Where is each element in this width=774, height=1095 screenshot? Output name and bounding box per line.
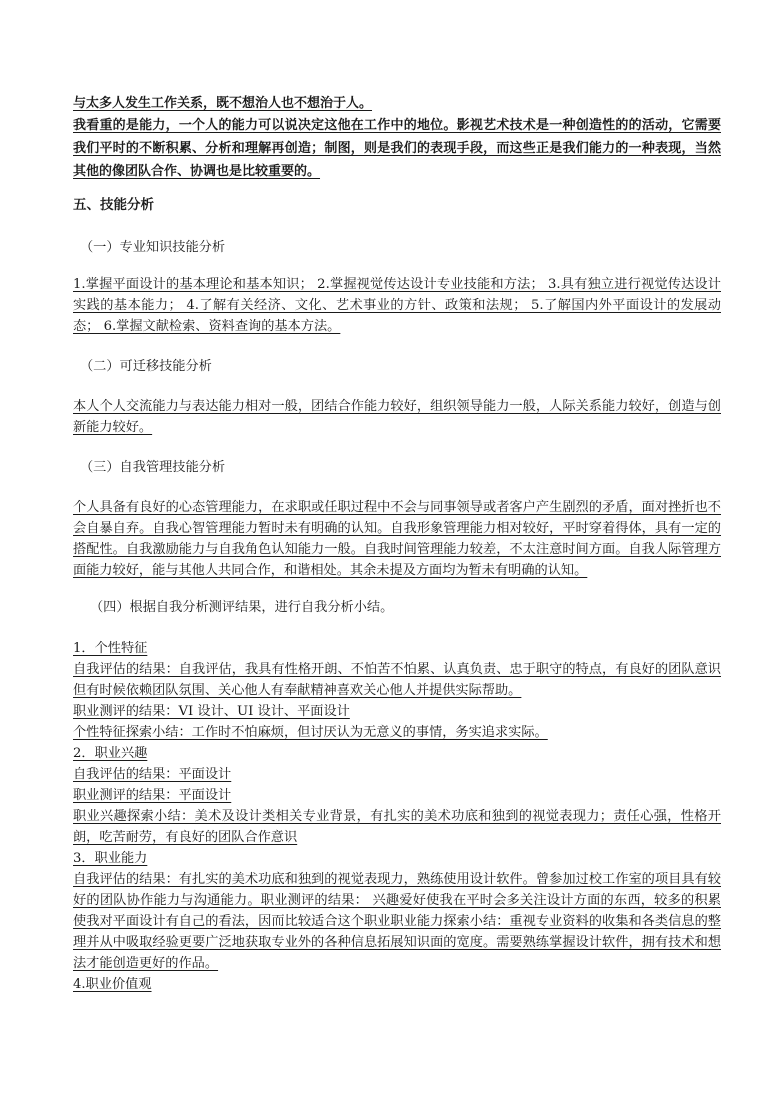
ability-text: 自我评估的结果：有扎实的美术功底和独到的视觉表现力，熟练使用设计软件。曾参加过校工作室的项目具有较好的团队协作能力与沟通能力。职业测评的结果： 兴趣爱好使我在平时会多关注设计方面的东西，较多的积累使我对平面设计有自己的看法，因而比较适合这个职业职业能力探索小结：重视专业资料的收集和各类信息的整理并从中吸取经验更要广泛地获取专业外的各种信息拓展知识面的宽度。需要熟练掌握设计软件，拥有技术和想法才能创造更好的作品。: [73, 872, 721, 971]
transferable-paragraph: 本人个人交流能力与表达能力相对一般，团结合作能力较好，组织领导能力一般，人际关系能力较好，创造与创新能力较好。: [73, 399, 721, 435]
values-title: 4.职业价值观: [73, 977, 152, 992]
personality-summary: 个性特征探索小结：工作时不怕麻烦，但讨厌认为无意义的事情，务实追求实际。: [73, 725, 548, 740]
personality-self: 自我评估的结果：自我评估，我具有性格开朗、不怕苦不怕累、认真负责、忠于职守的特点，有良好的团队意识但有时候依赖团队氛围、关心他人有奉献精神喜欢关心他人并提供实际帮助。: [73, 662, 721, 698]
section-heading: 五、技能分析: [73, 197, 154, 213]
transferable-paragraph-block: [73, 396, 721, 438]
intro-block: [73, 92, 721, 115]
subsection-title-transferable: （二）可迁移技能分析: [80, 359, 212, 374]
subsection-title-knowledge: （一）专业知识技能分析: [80, 240, 226, 255]
ability-title: 3．职业能力: [73, 851, 148, 866]
selfmanagement-paragraph: 个人具备有良好的心态管理能力，在求职或任职过程中不会与同事领导或者客户产生剧烈的矛盾，面对挫折也不会自暴自弃。自我心智管理能力暂时未有明确的认知。自我形象管理能力相对较好，平时穿着得体，具有一定的搭配性。自我激励能力与自我角色认知能力一般。自我时间管理能力较差，不太注意时间方面。自我人际管理方面能力较好，能与其他人共同合作，和谐相处。其余未提及方面均为暂未有明确的认知。: [73, 500, 721, 578]
intro-line: 与太多人发生工作关系，既不想治人也不想治于人。: [73, 96, 373, 111]
subsection-title-summary: （四）根据自我分析测评结果，进行自我分析小结。: [90, 600, 394, 615]
interest-summary: 职业兴趣探索小结：美术及设计类相关专业背景，有扎实的美术功底和独到的视觉表现力；责任心强，性格开朗，吃苦耐劳，有良好的团队合作意识: [73, 809, 721, 845]
personality-test: 职业测评的结果：VI 设计、UI 设计、平面设计: [73, 704, 350, 719]
personality-title: 1．个性特征: [73, 641, 148, 656]
intro-paragraph-block: [73, 114, 721, 183]
interest-test: 职业测评的结果：平面设计: [73, 788, 232, 803]
interest-title: 2．职业兴趣: [73, 746, 148, 761]
knowledge-paragraph: 1.掌握平面设计的基本理论和基本知识； 2.掌握视觉传达设计专业技能和方法； 3.具有独立进行视觉传达设计实践的基本能力； 4.了解有关经济、文化、艺术事业的方针、政策和法规； 5.了解国内外平面设计的发展动态； 6.掌握文献检索、资料查询的基本方法。: [73, 277, 721, 334]
selfmanagement-paragraph-block: [73, 497, 721, 581]
summary-block: [73, 638, 721, 995]
intro-paragraph: 我看重的是能力，一个人的能力可以说决定这他在工作中的地位。影视艺术技术是一种创造性的的活动，它需要我们平时的不断积累、分析和理解再创造；制图，则是我们的表现手段，而这些正是我们能力的一种表现，当然其他的像团队合作、协调也是比较重要的。: [73, 118, 721, 179]
knowledge-paragraph-block: [73, 274, 721, 337]
interest-self: 自我评估的结果：平面设计: [73, 767, 232, 782]
subsection-title-selfmanagement: （三）自我管理技能分析: [80, 460, 226, 475]
